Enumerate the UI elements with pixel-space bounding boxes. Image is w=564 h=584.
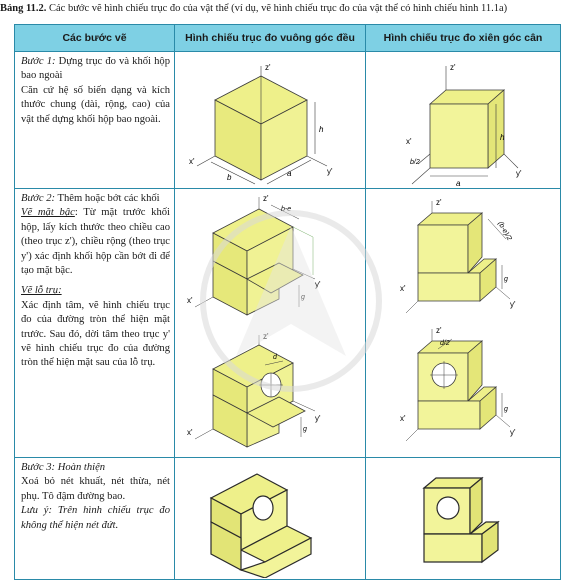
dim-g-label: g bbox=[504, 276, 508, 283]
header-oblique: Hình chiếu trục đo xiên góc cân bbox=[366, 25, 561, 52]
step2-text-cell bbox=[15, 189, 175, 458]
final-upper-side-face bbox=[470, 478, 482, 534]
step2-oblique-figure bbox=[366, 189, 561, 457]
step2-sub2-label: Vẽ lỗ trụ: bbox=[21, 285, 62, 297]
dim-b2-label: b/2 bbox=[410, 159, 420, 166]
step3-isometric-figure bbox=[175, 458, 366, 578]
axis-x-label: x' bbox=[406, 137, 412, 146]
dim-a-label: a bbox=[287, 169, 292, 178]
axis-y-label: y' bbox=[510, 300, 516, 309]
dim-b-label: b bbox=[227, 173, 232, 182]
axis-z-label: z' bbox=[265, 63, 271, 72]
axis-x-label: x' bbox=[400, 284, 406, 293]
step1-text-cell bbox=[15, 52, 175, 189]
step-block-upper-front bbox=[418, 225, 468, 273]
final-hole bbox=[437, 497, 459, 519]
axis-z-label: z' bbox=[436, 198, 442, 207]
caption-label: Bảng 11.2. bbox=[0, 3, 47, 14]
step2-title: Thêm hoặc bớt các khối bbox=[55, 193, 160, 204]
step3-oblique-figure bbox=[366, 458, 561, 578]
step3-label: Bước 3: Hoàn thiện bbox=[21, 462, 106, 473]
axis-z-label: z' bbox=[263, 194, 269, 203]
dim-h-label: h bbox=[500, 133, 505, 142]
step1-title: Dựng trục đo và khối hộp bao ngoài bbox=[21, 56, 170, 82]
axis-x-label-2: x' bbox=[187, 428, 193, 437]
header-isometric: Hình chiếu trục đo vuông góc đều bbox=[175, 25, 366, 52]
dim-a-label: a bbox=[456, 179, 461, 188]
step3-text-cell bbox=[15, 458, 175, 580]
step1-isometric-cell bbox=[175, 52, 366, 189]
axis-y-label: y' bbox=[327, 167, 333, 176]
header-row bbox=[15, 25, 561, 52]
axis-z-label-2: z' bbox=[436, 326, 442, 335]
axis-y-label: y' bbox=[315, 280, 321, 289]
step1-body: Căn cứ hệ số biến dạng và kích thước chung (dài, rộng, cao) của vật thể dựng khối hộp bao ngoài. bbox=[21, 84, 170, 125]
step2-sub2-body: Xác định tâm, vẽ hình chiếu trục đo của đường tròn thể hiện mặt trước. Sau đó, dời tâm theo trục y' vẽ hình chiếu trục đo của đường tròn thể hiện mặt sau của lỗ trụ. bbox=[21, 299, 170, 369]
step-block-lower-front bbox=[418, 273, 480, 301]
dim-h-label: h bbox=[319, 125, 324, 134]
hole-block-lower-front bbox=[418, 401, 480, 429]
row-step-3 bbox=[15, 458, 561, 580]
box-front-face bbox=[430, 104, 488, 168]
step1-oblique-figure bbox=[366, 52, 561, 188]
axis-x-label-2: x' bbox=[400, 414, 406, 423]
dim-g-label-2: g bbox=[303, 426, 307, 433]
step3-body: Xoá bỏ nét khuất, nét thừa, nét phụ. Tô đậm đường bao. bbox=[21, 476, 170, 502]
axis-y-label-2: y' bbox=[510, 428, 516, 437]
axis-z-label: z' bbox=[450, 63, 456, 72]
step2-sub1-body: : Từ mặt trước khối hộp, lấy kích thước theo chiều cao (theo trục z'), chiều rộng (theo trục y') xác định khối hộp cần bớt đi để tạo mặt bậc. bbox=[21, 207, 170, 277]
caption-text: Các bước vẽ hình chiếu trục đo của vật thể (ví dụ, vẽ hình chiếu trục đo của vật thể có hình chiếu hình 11.1a) bbox=[46, 3, 508, 14]
row-step-1 bbox=[15, 52, 561, 189]
axis-x-label: x' bbox=[187, 296, 193, 305]
axis-y-label-2: y' bbox=[315, 414, 321, 423]
dim-g-label-2: g bbox=[504, 406, 508, 413]
axis-y-label: y' bbox=[516, 169, 522, 178]
step3-oblique-cell bbox=[366, 458, 561, 580]
dim-d-label: d bbox=[273, 354, 277, 361]
step3-isometric-cell bbox=[175, 458, 366, 580]
step2-isometric-figure bbox=[175, 189, 366, 457]
step1-isometric-figure bbox=[175, 52, 366, 188]
step3-note: Lưu ý: Trên hình chiếu trục đo không thể hiện nét đứt. bbox=[21, 505, 170, 531]
dim-be2-label: (b-e)/2 bbox=[496, 220, 513, 242]
step2-sub1-label: Vẽ mặt bậc bbox=[21, 207, 75, 219]
step1-label: Bước 1: bbox=[21, 56, 56, 67]
axis-x-label: x' bbox=[189, 157, 195, 166]
steps-table bbox=[14, 24, 561, 580]
axis-z-label-2: z' bbox=[263, 332, 269, 341]
step1-oblique-cell bbox=[366, 52, 561, 189]
step2-label: Bước 2: bbox=[21, 193, 56, 204]
dim-d2-label: d/2 bbox=[440, 340, 450, 347]
dim-be-label: b-e bbox=[281, 206, 292, 213]
step2-isometric-cell bbox=[175, 189, 366, 458]
dim-g-label: g bbox=[301, 294, 305, 301]
header-steps: Các bước vẽ bbox=[15, 25, 175, 52]
step2-oblique-cell bbox=[366, 189, 561, 458]
row-step-2 bbox=[15, 189, 561, 458]
table-caption bbox=[0, 0, 564, 18]
final-lower-front-face bbox=[424, 534, 482, 562]
final-hole bbox=[253, 496, 273, 520]
